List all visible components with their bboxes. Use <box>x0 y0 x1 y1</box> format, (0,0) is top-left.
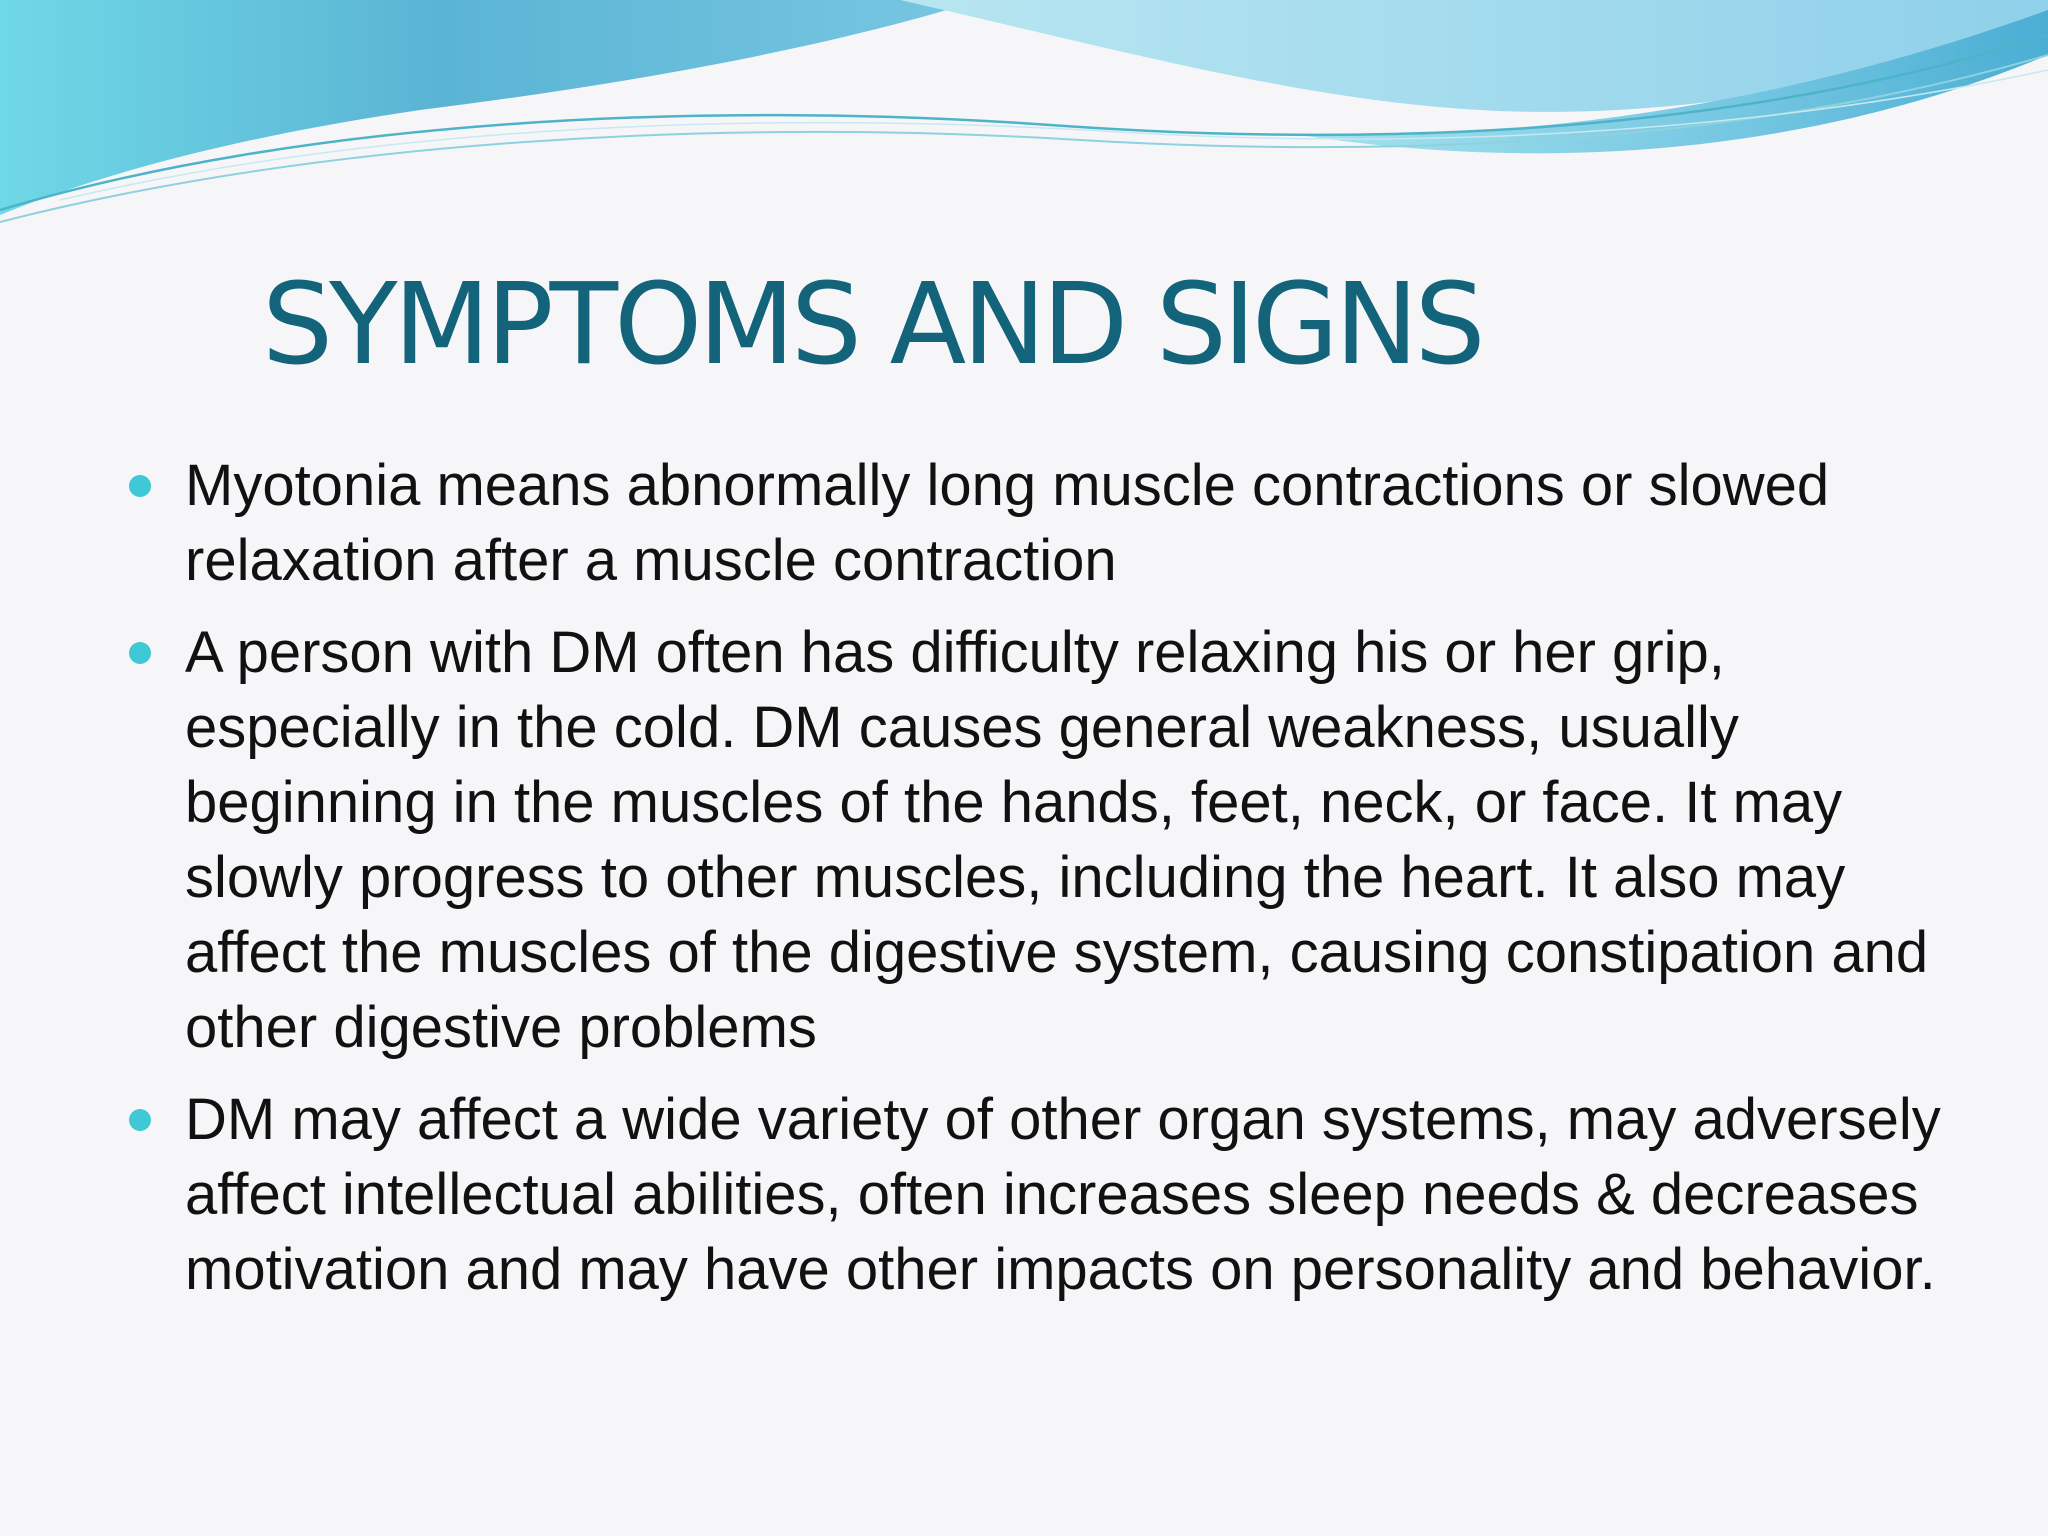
slide-title: SYMPTOMS AND SIGNS <box>262 260 1482 390</box>
bullet-list <box>0 448 2048 1324</box>
bullet-dot-icon <box>129 475 151 497</box>
bullet-dot-icon <box>129 1109 151 1131</box>
bullet-text: DM may affect a wide variety of other organ systems, may adversely affect intellectual abilities, often increases sleep needs & decreases motivation and may have other impacts on personality and behavior. <box>185 1087 1941 1302</box>
bullet-item <box>0 615 2048 1065</box>
bullet-text: A person with DM often has difficulty relaxing his or her grip, especially in the cold. DM causes general weakness, usually beginning in the muscles of the hands, feet, neck, or face. It may slowly progress to other muscles, including the heart. It also may affect the muscles of the digestive system, causing constipation and other digestive problems <box>185 620 1929 1060</box>
wave-band-left <box>0 0 980 215</box>
bullet-dot-icon <box>129 642 151 664</box>
bullet-item <box>0 1082 2048 1307</box>
wave-header-decoration <box>0 0 2048 240</box>
bullet-item <box>0 448 2048 598</box>
bullet-text: Myotonia means abnormally long muscle contractions or slowed relaxation after a muscle contraction <box>185 453 1830 593</box>
